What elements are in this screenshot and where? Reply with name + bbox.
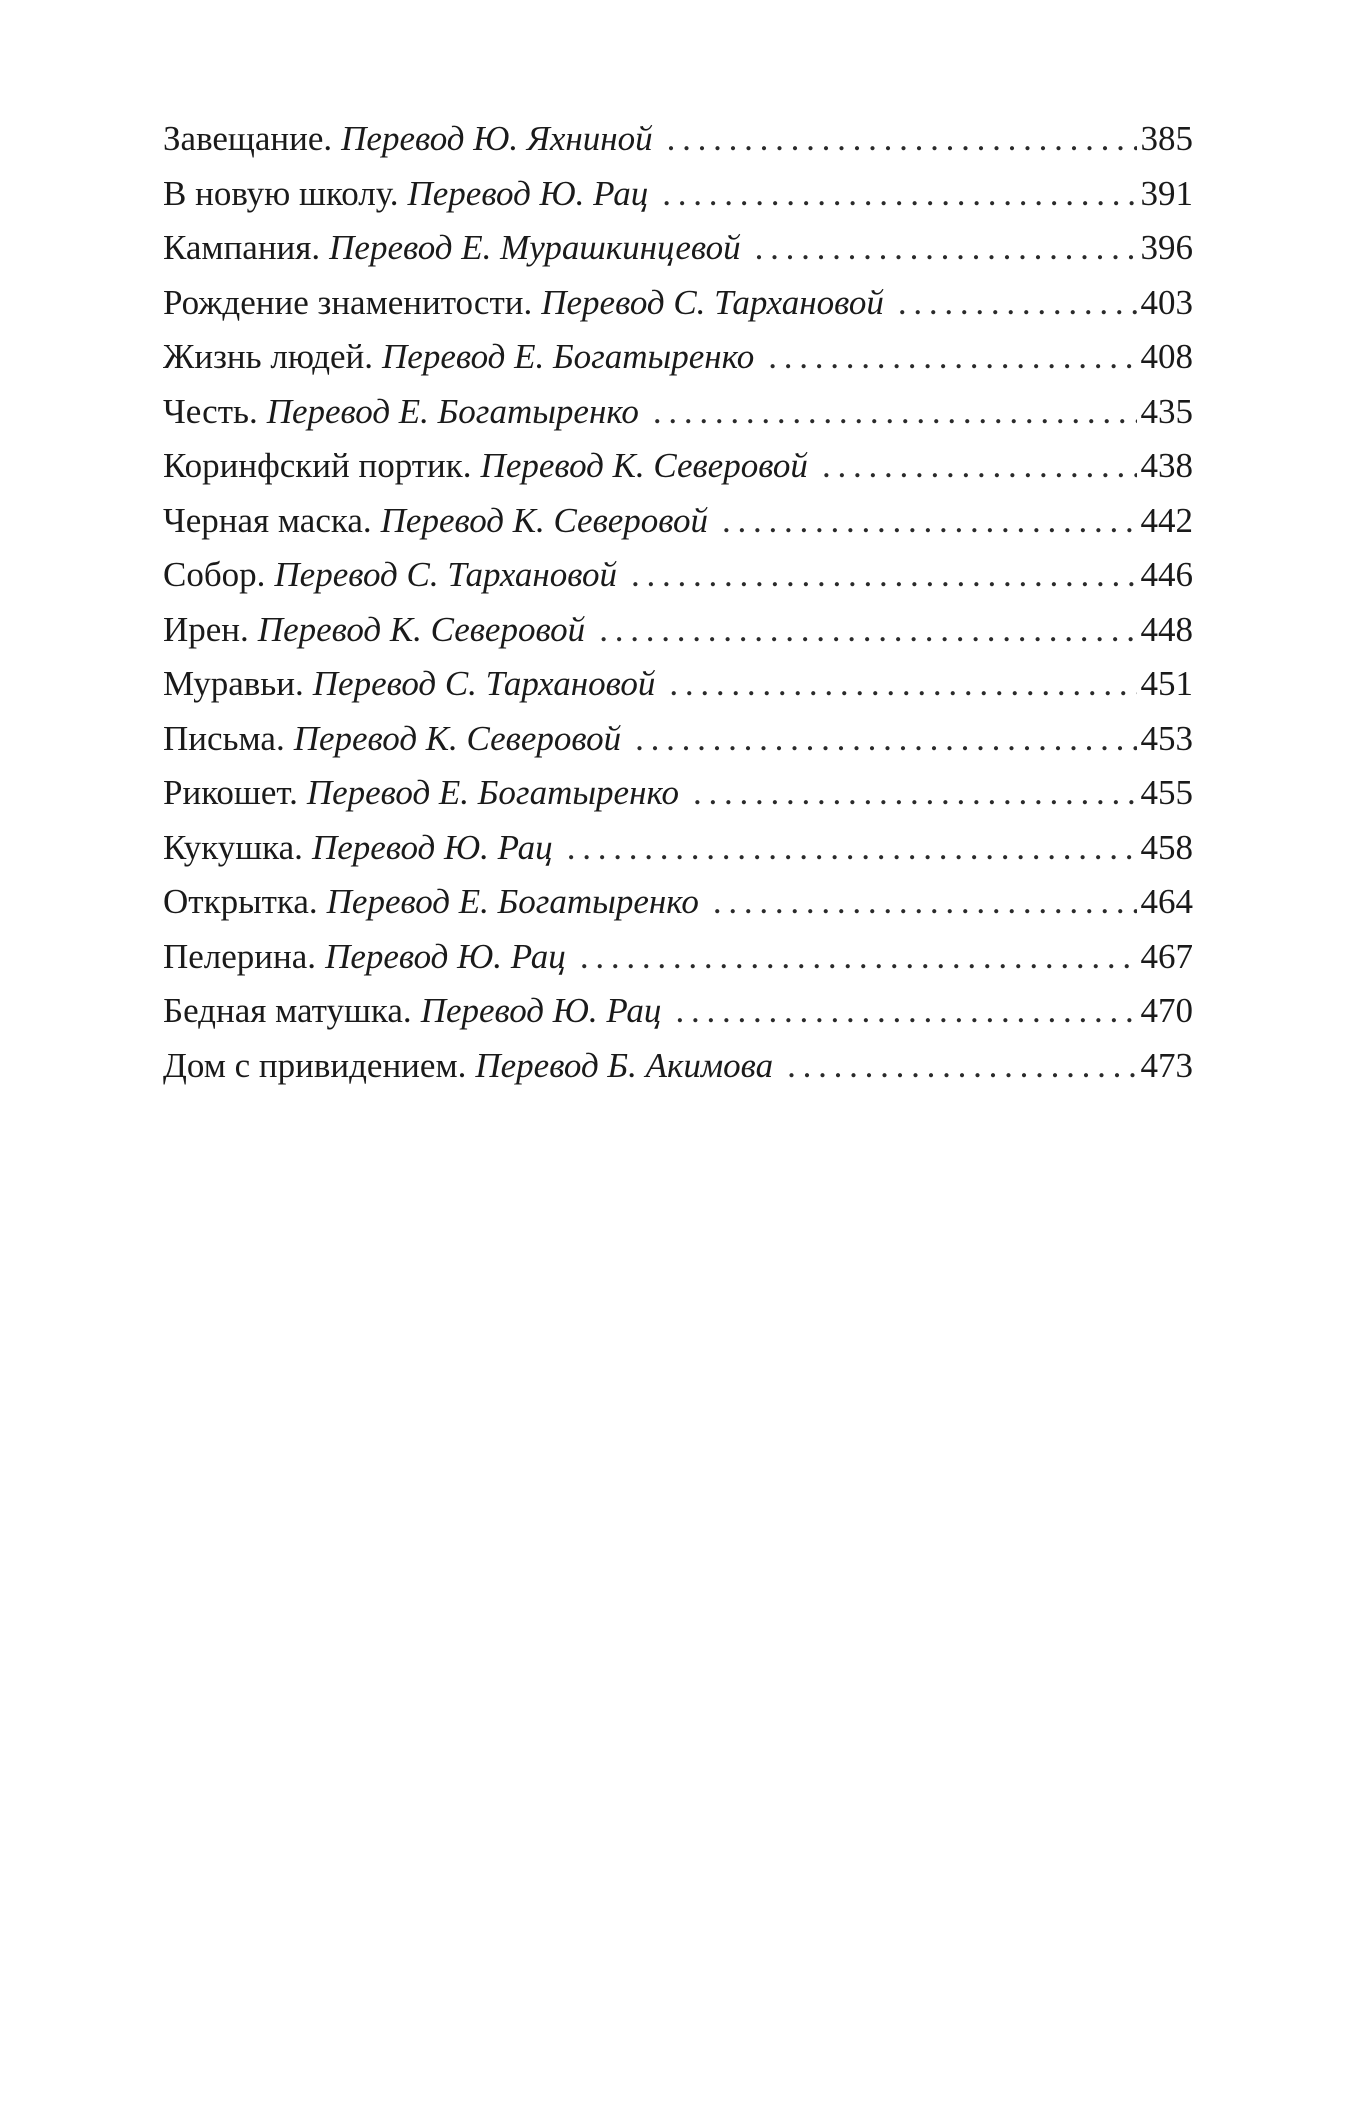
toc-entry-translator: Перевод С. Тархановой: [312, 664, 656, 703]
toc-entry-translator: Перевод Е. Богатыренко: [266, 391, 639, 431]
toc-dot-leader: [669, 657, 1136, 712]
toc-entry-title: Пелерина.: [163, 936, 317, 976]
toc-entry-translator: Перевод С. Тархановой: [274, 555, 617, 594]
toc-entry: [163, 875, 1193, 930]
toc-entry-page-number: 391: [1140, 173, 1193, 213]
toc-entry-page-number: 446: [1140, 555, 1193, 594]
toc-entry-translator: Перевод К. Северовой: [480, 446, 808, 485]
toc-entry: [163, 494, 1193, 549]
toc-entry: [163, 112, 1193, 167]
toc-dot-leader: [580, 930, 1137, 985]
toc-entry-translator: Перевод Ю. Рац: [407, 173, 649, 213]
toc-entry: [163, 548, 1193, 603]
table-of-contents: [163, 112, 1193, 1093]
toc-entry-translator: Перевод К. Северовой: [293, 718, 622, 758]
toc-dot-leader: [713, 875, 1137, 930]
toc-entry: [163, 984, 1193, 1039]
toc-entry: [163, 221, 1193, 276]
toc-entry-translator: Перевод К. Северовой: [380, 500, 709, 540]
toc-entry-title: Завещание.: [163, 119, 333, 158]
toc-entry-page-number: 448: [1140, 609, 1193, 649]
toc-dot-leader: [768, 330, 1136, 385]
toc-entry-page-number: 453: [1140, 718, 1193, 758]
toc-entry-translator: Перевод Ю. Рац: [325, 936, 566, 976]
toc-entry: [163, 712, 1193, 767]
toc-entry-title: Кукушка.: [163, 827, 303, 867]
toc-entry-translator: Перевод К. Северовой: [257, 609, 586, 649]
toc-dot-leader: [653, 385, 1137, 440]
toc-entry-title: Черная маска.: [163, 500, 372, 540]
toc-dot-leader: [567, 821, 1137, 876]
toc-dot-leader: [722, 494, 1136, 549]
toc-dot-leader: [822, 439, 1137, 494]
toc-dot-leader: [898, 276, 1137, 331]
toc-entry: [163, 385, 1193, 440]
toc-entry-title: Дом с привидением.: [163, 1045, 467, 1085]
toc-entry-page-number: 442: [1140, 500, 1193, 540]
toc-dot-leader: [693, 766, 1137, 821]
toc-entry: [163, 439, 1193, 494]
toc-dot-leader: [631, 548, 1137, 603]
toc-entry-translator: Перевод Б. Акимова: [475, 1045, 774, 1085]
toc-entry-translator: Перевод Ю. Яхниной: [341, 119, 653, 158]
toc-entry-page-number: 473: [1140, 1045, 1193, 1085]
toc-dot-leader: [662, 167, 1136, 222]
toc-entry-translator: Перевод С. Тархановой: [541, 282, 884, 322]
toc-entry-page-number: 403: [1140, 282, 1193, 322]
toc-entry-title: Кампания.: [163, 228, 321, 267]
toc-entry: [163, 1039, 1193, 1094]
toc-dot-leader: [787, 1039, 1136, 1094]
toc-entry-title: Коринфский портик.: [163, 446, 472, 485]
toc-entry-title: Рождение знаменитости.: [163, 282, 533, 322]
toc-entry: [163, 821, 1193, 876]
toc-entry-page-number: 438: [1140, 446, 1193, 485]
toc-entry-page-number: 435: [1140, 391, 1193, 431]
toc-entry: [163, 167, 1193, 222]
toc-entry-title: Письма.: [163, 718, 285, 758]
toc-entry: [163, 766, 1193, 821]
toc-entry: [163, 276, 1193, 331]
toc-entry-page-number: 467: [1140, 936, 1193, 976]
toc-entry-translator: Перевод Ю. Рац: [311, 827, 553, 867]
toc-entry-title: Муравьи.: [163, 664, 304, 703]
toc-entry-page-number: 451: [1140, 664, 1193, 703]
toc-entry-title: Рикошет.: [163, 773, 298, 812]
toc-entry-translator: Перевод Е. Богатыренко: [382, 337, 755, 376]
toc-entry: [163, 657, 1193, 712]
toc-entry: [163, 330, 1193, 385]
toc-entry-page-number: 464: [1140, 882, 1193, 921]
toc-dot-leader: [599, 603, 1136, 658]
toc-dot-leader: [635, 712, 1136, 767]
toc-entry-title: Бедная матушка.: [163, 991, 412, 1030]
toc-dot-leader: [675, 984, 1136, 1039]
toc-entry-translator: Перевод Е. Богатыренко: [326, 882, 699, 921]
toc-entry-title: В новую школу.: [163, 173, 399, 213]
toc-entry-page-number: 458: [1140, 827, 1193, 867]
toc-entry-translator: Перевод Е. Мурашкинцевой: [329, 228, 741, 267]
toc-entry-title: Открытка.: [163, 882, 318, 921]
toc-entry-title: Честь.: [163, 391, 258, 431]
toc-entry: [163, 930, 1193, 985]
toc-entry-translator: Перевод Ю. Рац: [420, 991, 662, 1030]
toc-dot-leader: [755, 221, 1137, 276]
toc-entry-page-number: 385: [1140, 119, 1193, 158]
toc-entry-page-number: 470: [1140, 991, 1193, 1030]
toc-entry-title: Жизнь людей.: [163, 337, 374, 376]
toc-entry: [163, 603, 1193, 658]
toc-entry-title: Собор.: [163, 555, 266, 594]
toc-entry-translator: Перевод Е. Богатыренко: [306, 773, 679, 812]
toc-entry-page-number: 408: [1140, 337, 1193, 376]
toc-entry-title: Ирен.: [163, 609, 249, 649]
toc-entry-page-number: 396: [1140, 228, 1193, 267]
toc-dot-leader: [667, 112, 1137, 167]
toc-entry-page-number: 455: [1140, 773, 1193, 812]
